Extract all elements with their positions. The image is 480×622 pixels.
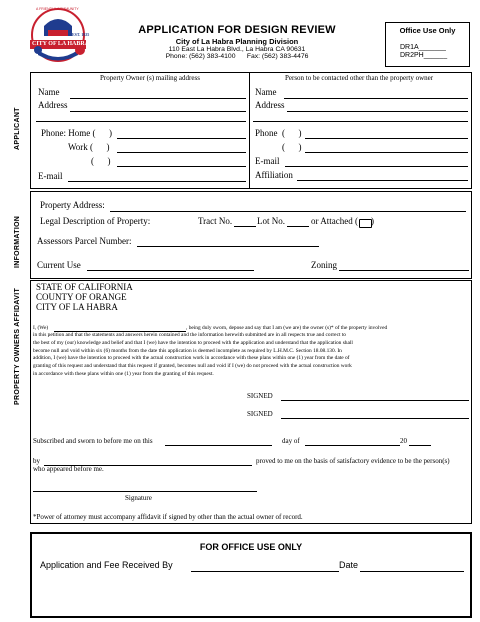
notary-signature-field[interactable] — [33, 491, 257, 492]
signature-label: Signature — [125, 494, 152, 502]
apn-label: Assessors Parcel Number: — [37, 236, 132, 246]
zoning-field[interactable] — [339, 270, 469, 271]
county-line: COUNTY OF ORANGE — [36, 292, 127, 302]
owner-address-label: Address — [38, 100, 68, 110]
office-use-title: Office Use Only — [399, 26, 456, 35]
owner-header: Property Owner (s) mailing address — [100, 74, 200, 82]
contact-affiliation-label: Affiliation — [255, 170, 293, 180]
office-use-box — [385, 22, 470, 67]
information-side-label: INFORMATION — [14, 215, 21, 268]
contact-phone-2-label: ( ) — [282, 142, 302, 152]
affidavit-i-we: I, (We) — [33, 325, 49, 331]
owner-email-field[interactable] — [68, 181, 246, 182]
contact-email-field[interactable] — [285, 166, 468, 167]
legal-description-label: Legal Description of Property: — [40, 216, 151, 226]
logo-est: EST. 1925 — [72, 32, 90, 37]
apn-field[interactable] — [137, 246, 319, 247]
proved-text: proved to me on the basis of satisfactory evidence to be the person(s) — [256, 457, 450, 465]
owner-phone-work-field[interactable] — [117, 152, 246, 153]
attached-label: or Attached ( — [311, 216, 358, 226]
owner-phone-other-label: ( ) — [91, 156, 111, 166]
contact-header: Person to be contacted other than the property owner — [285, 74, 434, 82]
office-footer-title: FOR OFFICE USE ONLY — [199, 542, 303, 552]
month-field[interactable] — [305, 445, 400, 446]
signed-label-2: SIGNED — [247, 410, 273, 418]
tract-label: Tract No. — [198, 216, 233, 226]
owner-name-field[interactable] — [70, 98, 246, 99]
date-label: Date — [339, 560, 359, 570]
logo-top-text: A FRIENDLY COMMUNITY — [36, 7, 79, 11]
signed-field-2[interactable] — [281, 418, 469, 419]
current-use-label: Current Use — [37, 260, 81, 270]
contact-address-label: Address — [255, 100, 285, 110]
affidavit-body-4: addition, I (we) have the intention to proceed with the actual construction work in accordance with these plans within one (1) year from the date of — [33, 355, 350, 362]
affidavit-body-1: in this petition and that the statements and answers herein contained and the information herewith submitted are in all respects true and correct to — [33, 332, 347, 338]
owner-email-label: E-mail — [38, 171, 63, 181]
logo-city-text: CITY OF LA HABRA — [32, 41, 90, 47]
owner-address-field-2[interactable] — [36, 121, 246, 122]
state-line: STATE OF CALIFORNIA — [36, 282, 133, 292]
property-address-field[interactable] — [110, 211, 466, 212]
zoning-label: Zoning — [311, 260, 337, 270]
owner-phone-home-field[interactable] — [117, 138, 246, 139]
owner-phone-home-label: Phone: Home ( ) — [41, 128, 112, 138]
affidavit-body-6: in accordance with these plans within one (1) year from the granting of this request. — [33, 370, 214, 377]
owner-address-field[interactable] — [70, 111, 246, 112]
lot-field[interactable] — [287, 226, 309, 227]
dr2ph-field[interactable]: DR2PH______ — [400, 52, 448, 59]
contact-affiliation-field[interactable] — [297, 180, 468, 181]
contact-name-label: Name — [255, 87, 277, 97]
affidavit-sworn-text: , being duly sworn, depose and say that I am (we are) the owner (s)* of the property involved — [186, 325, 388, 331]
subscribed-day-field[interactable] — [165, 445, 272, 446]
year-field[interactable] — [409, 445, 431, 446]
subscribed-text: Subscribed and sworn to before me on this — [33, 437, 153, 445]
contact-phone-label: Phone ( ) — [255, 128, 302, 138]
lot-label: Lot No. — [257, 216, 285, 226]
page-subtitle: City of La Habra Planning Division — [175, 37, 299, 46]
signed-field-1[interactable] — [281, 400, 469, 401]
header-phone: Phone: (562) 383-4100 Fax: (562) 383-4476 — [165, 53, 309, 60]
day-of-label: day of — [282, 437, 300, 445]
contact-email-label: E-mail — [255, 156, 280, 166]
affidavit-body-3: become null and void within six (6) months from the date this application is deemed incomplete as required by L.H.M.C. Section 18.08.130. In — [33, 347, 342, 354]
year-prefix: 20 — [400, 437, 407, 445]
signed-label-1: SIGNED — [247, 392, 273, 400]
affidavit-body-2: the best of my (our) knowledge and belief and that I (we) have the intention to proceed with the application and understand that the application shall — [33, 339, 353, 346]
contact-phone-2-field[interactable] — [305, 152, 468, 153]
owner-name-label: Name — [38, 87, 60, 97]
dr1a-field[interactable]: DR1A_______ — [400, 44, 446, 51]
by-label: by — [33, 457, 40, 465]
applicant-side-label: APPLICANT — [14, 107, 21, 150]
received-by-field[interactable] — [191, 571, 339, 572]
affidavit-body-5: granting of this request and understand that this request if granted, becomes null and void if I (we) do not proceed with the actual construction work — [33, 363, 352, 370]
property-address-label: Property Address: — [40, 200, 105, 210]
owner-phone-other-field[interactable] — [117, 166, 246, 167]
page-title: APPLICATION FOR DESIGN REVIEW — [138, 24, 336, 36]
affidavit-side-label: PROPERTY OWNERS AFFIDAVIT — [14, 287, 21, 405]
header-address: 110 East La Habra Blvd., La Habra CA 90631 — [168, 46, 306, 53]
power-of-attorney-note: *Power of attorney must accompany affidavit if signed by other than the actual owner of record. — [33, 513, 303, 521]
tract-field[interactable] — [234, 226, 256, 227]
appeared-text: who appeared before me. — [33, 465, 104, 473]
contact-name-field[interactable] — [284, 98, 468, 99]
contact-phone-field[interactable] — [305, 138, 468, 139]
affidavit-section — [30, 280, 472, 524]
contact-address-field[interactable] — [287, 111, 468, 112]
attached-close-paren: ) — [371, 216, 374, 226]
current-use-field[interactable] — [87, 270, 254, 271]
city-logo — [22, 6, 98, 64]
contact-address-field-2[interactable] — [253, 121, 468, 122]
owner-phone-work-label: Work ( ) — [68, 142, 110, 152]
received-by-label: Application and Fee Received By — [40, 560, 173, 570]
date-field[interactable] — [360, 571, 464, 572]
city-line: CITY OF LA HABRA — [36, 302, 118, 312]
